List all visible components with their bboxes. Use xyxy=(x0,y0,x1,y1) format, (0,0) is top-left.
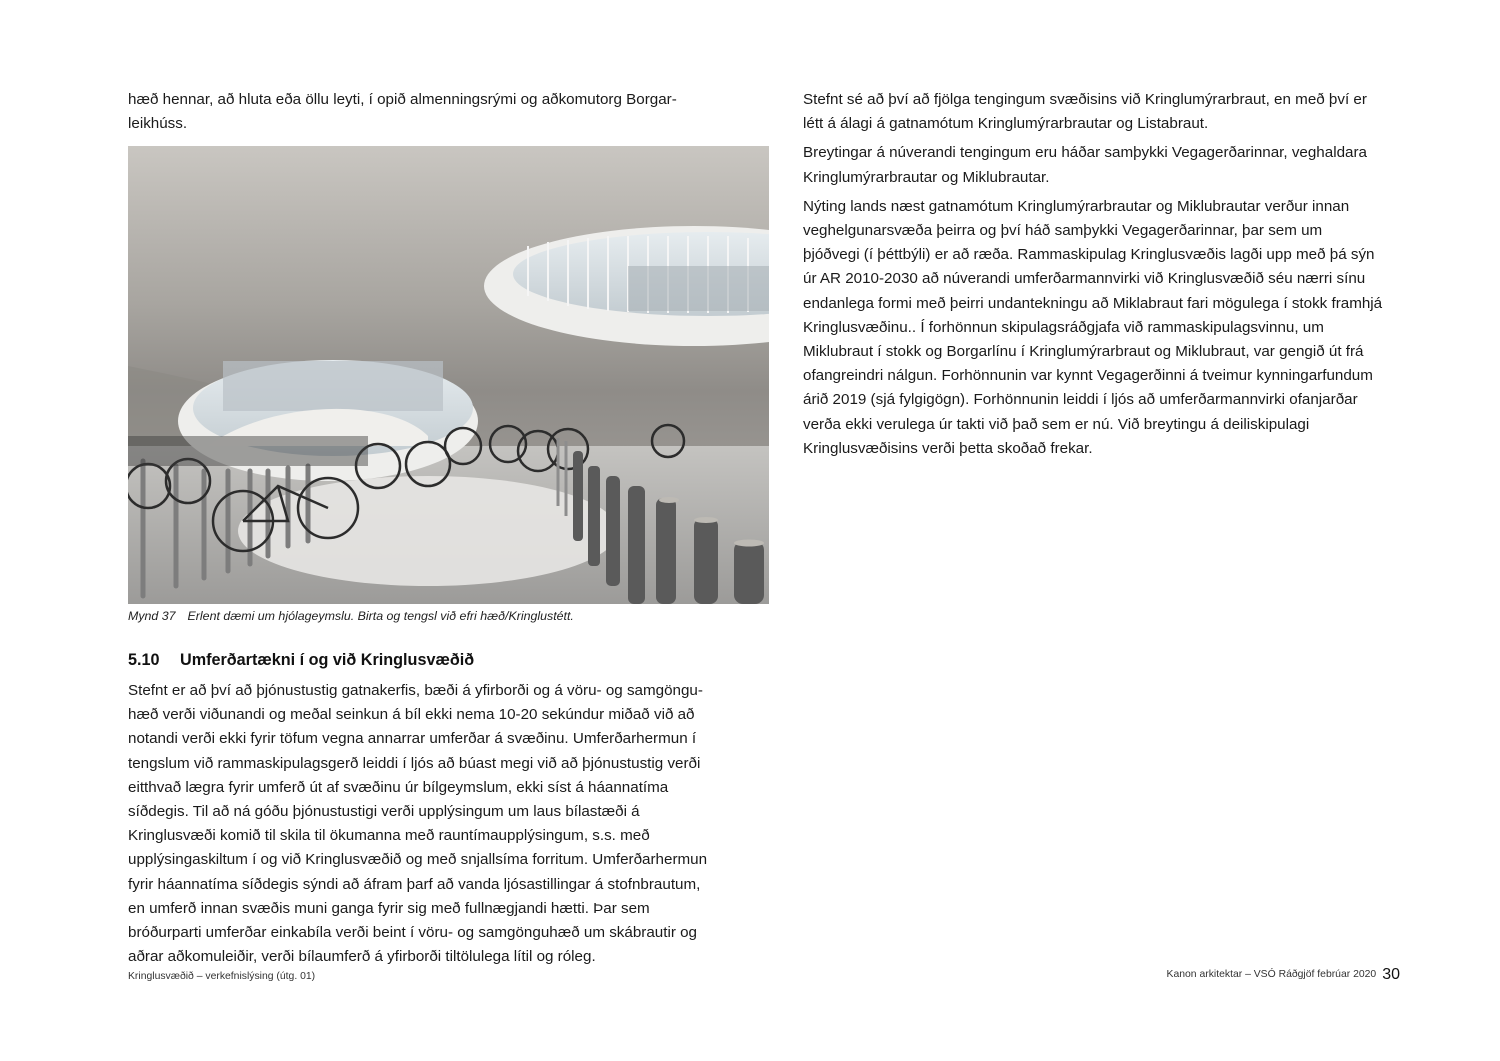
text-line: Stefnt er að því að þjónustustig gatnakerfis, bæði á yfirborði og á vöru- og samgöngu- xyxy=(128,682,703,699)
footer-document-title: Kringlusvæðið – verkefnislýsing (útg. 01) xyxy=(128,971,316,982)
footer-authors-date: Kanon arkitektar – VSÓ Ráðgjöf febrúar 2020 xyxy=(1166,969,1377,980)
intro-paragraph xyxy=(128,88,768,136)
text-line: þjóðvegi (í þéttbýli) er að ræða. Rammaskipulag Kringlusvæðis lagði upp með þá sýn xyxy=(803,246,1375,264)
text-line: upplýsingaskiltum í og við Kringlusvæðið og með snjallsíma forritum. Umferðarhermun xyxy=(128,851,708,869)
text-line: Kringlumýrarbrautar og Miklubrautar. xyxy=(803,168,1050,186)
text-line: Kringlusvæðinu.. Í forhönnun skipulagsráðgjafa við rammaskipulagsvinnu, um xyxy=(803,318,1324,336)
left-column-intro xyxy=(128,88,768,141)
text-line: Miklubraut í stokk og Borgarlínu í Kringlumýrarbraut og Miklubraut, var gengið út frá xyxy=(803,343,1364,361)
text-line: Nýting lands næst gatnamótum Kringlumýrarbrautar og Miklubrautar verður innan xyxy=(803,197,1350,215)
text-line: hæð verði viðunandi og meðal seinkun á bíl ekki nema 10-20 sekúndur miðað við að xyxy=(128,706,695,724)
text-line: úr AR 2010-2030 að núverandi umferðarmannvirki við Kringlusvæðið séu nærri sínu xyxy=(803,270,1366,288)
text-line: notandi verði ekki fyrir töfum vegna annarrar umferðar á svæðinu. Umferðarhermun í xyxy=(128,730,697,748)
text-line: ofangreindri nálgun. Forhönnunin var kynnt Vegagerðinni á tveimur kynningarfundum xyxy=(803,367,1373,385)
text-line: eitthvað lægra fyrir umferð út af svæðinu úr bílgeymslum, ekki síst á háannatíma xyxy=(128,778,669,796)
footer-credits xyxy=(1167,966,1400,984)
text-line: Breytingar á núverandi tengingum eru háðar samþykki Vegagerðarinnar, veghaldara xyxy=(803,144,1367,162)
figure-photo xyxy=(128,146,769,604)
text-line: árið 2019 (sjá fylgigögn). Forhönnunin leiddi í ljós að umferðarmannvirki ofanjarðar xyxy=(803,391,1358,409)
section-title: Umferðartækni í og við Kringlusvæðið xyxy=(180,651,475,669)
right-column xyxy=(803,88,1423,466)
text-line: Stefnt sé að því að fjölga tengingum svæðisins við Kringlumýrarbraut, en með því er xyxy=(803,91,1367,108)
text-line: létt á álagi á gatnamótum Kringlumýrarbrautar og Listabraut. xyxy=(803,115,1209,133)
section-number: 5.10 xyxy=(128,651,160,669)
text-line: verða ekki verulega úr takti við það sem er nú. Við breytingu á deiliskipulagi xyxy=(803,415,1310,433)
section-heading xyxy=(128,651,474,670)
paragraph xyxy=(803,141,1423,189)
text-line: fyrir háannatíma síðdegis sýndi að áfram þarf að vanda ljósastillingar á stofnbrautum, xyxy=(128,875,701,893)
figure-number: Mynd 37 xyxy=(128,609,176,623)
text-line: endanlega formi með þeirri undantekningu að Miklabraut fari mögulega í stokk framhjá xyxy=(803,294,1383,312)
text-line: tengslum við rammaskipulagsgerð leiddi í ljós að búast megi við að þjónustustig verði xyxy=(128,754,701,772)
text-line: veghelgunarsvæða þeirra og því háð samþykki Vegagerðarinnar, þar sem um xyxy=(803,222,1323,240)
section-body xyxy=(128,679,768,969)
text-line: en umferð innan svæðis muni ganga fyrir sig með fullnægjandi hætti. Þar sem xyxy=(128,899,650,917)
figure-caption xyxy=(128,609,574,623)
text-line: leikhúss. xyxy=(128,115,188,133)
text-line: hæð hennar, að hluta eða öllu leyti, í opið almenningsrými og aðkomutorg Borgar- xyxy=(128,91,677,108)
text-line: Kringlusvæðisins verði þetta skoðað frekar. xyxy=(803,439,1093,457)
paragraph xyxy=(803,88,1423,136)
text-line: Kringlusvæði komið til skila til ökumanna með rauntímaupplýsingum, s.s. með xyxy=(128,827,650,845)
page-number: 30 xyxy=(1382,966,1400,983)
caption-text: Erlent dæmi um hjólageymslu. Birta og tengsl við efri hæð/Kringlustétt. xyxy=(187,609,574,623)
text-line: síðdegis. Til að ná góðu þjónustustigi verði upplýsingum um laus bílastæði á xyxy=(128,803,640,821)
bicycle-storage-photo xyxy=(128,146,769,604)
text-line: bróðurparti umferðar einkabíla verði beint í vöru- og samgönguhæð um skábrautir og xyxy=(128,924,697,942)
text-line: aðrar aðkomuleiðir, verði bílaumferð á yfirborði tiltölulega lítil og róleg. xyxy=(128,948,596,966)
paragraph xyxy=(803,195,1423,461)
